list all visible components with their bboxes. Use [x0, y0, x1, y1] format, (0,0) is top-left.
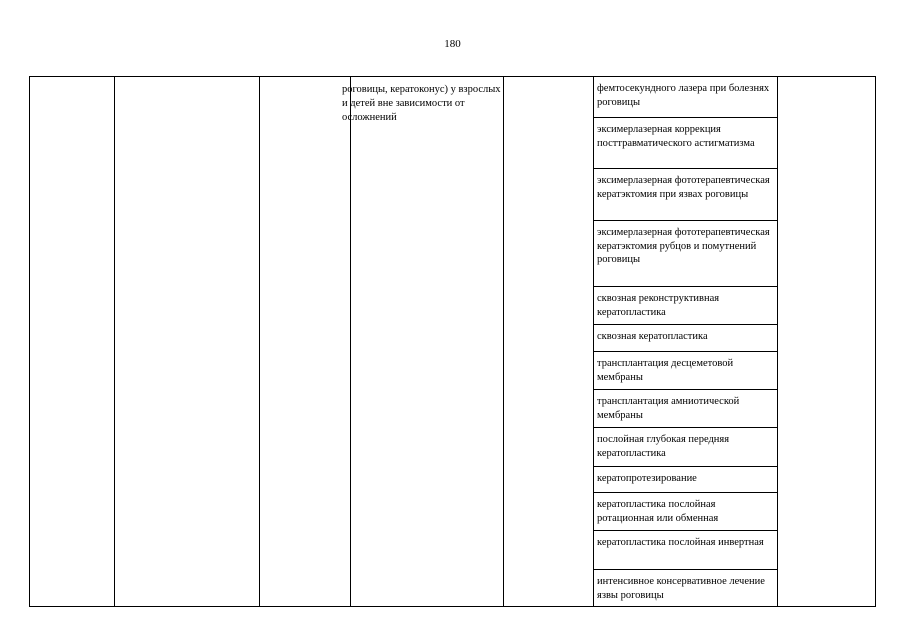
method-cell: послойная глубокая передняя кератопластика	[593, 427, 777, 466]
method-cell: сквозная кератопластика	[593, 324, 777, 351]
method-cell: эксимерлазерная фототерапевтическая кератэктомия рубцов и помутнений роговицы	[593, 220, 777, 286]
method-cell: эксимерлазерная коррекция посттравматического астигматизма	[593, 117, 777, 168]
column-divider-2	[259, 77, 260, 606]
column-divider-6	[777, 77, 778, 606]
method-cell: кератопротезирование	[593, 466, 777, 492]
method-cell: кератопластика послойная ротационная или обменная	[593, 492, 777, 530]
column-divider-3	[350, 77, 351, 606]
medical-services-table	[29, 76, 876, 607]
method-cell: трансплантация амниотической мембраны	[593, 389, 777, 427]
method-cell: сквозная реконструктивная кератопластика	[593, 286, 777, 324]
page-number: 180	[444, 38, 461, 50]
treatment-methods-list	[593, 77, 777, 606]
method-cell: интенсивное консервативное лечение язвы роговицы	[593, 569, 777, 607]
method-cell: трансплантация десцеметовой мембраны	[593, 351, 777, 389]
method-cell: эксимерлазерная фототерапевтическая кератэктомия при язвах роговицы	[593, 168, 777, 220]
diagnosis-cell: роговицы, кератоконус) у взрослых и детей вне зависимости от осложнений	[342, 84, 501, 123]
column-divider-4	[503, 77, 504, 606]
column-divider-1	[114, 77, 115, 606]
method-cell: кератопластика послойная инвертная	[593, 530, 777, 569]
method-cell: фемтосекундного лазера при болезнях роговицы	[597, 83, 770, 108]
